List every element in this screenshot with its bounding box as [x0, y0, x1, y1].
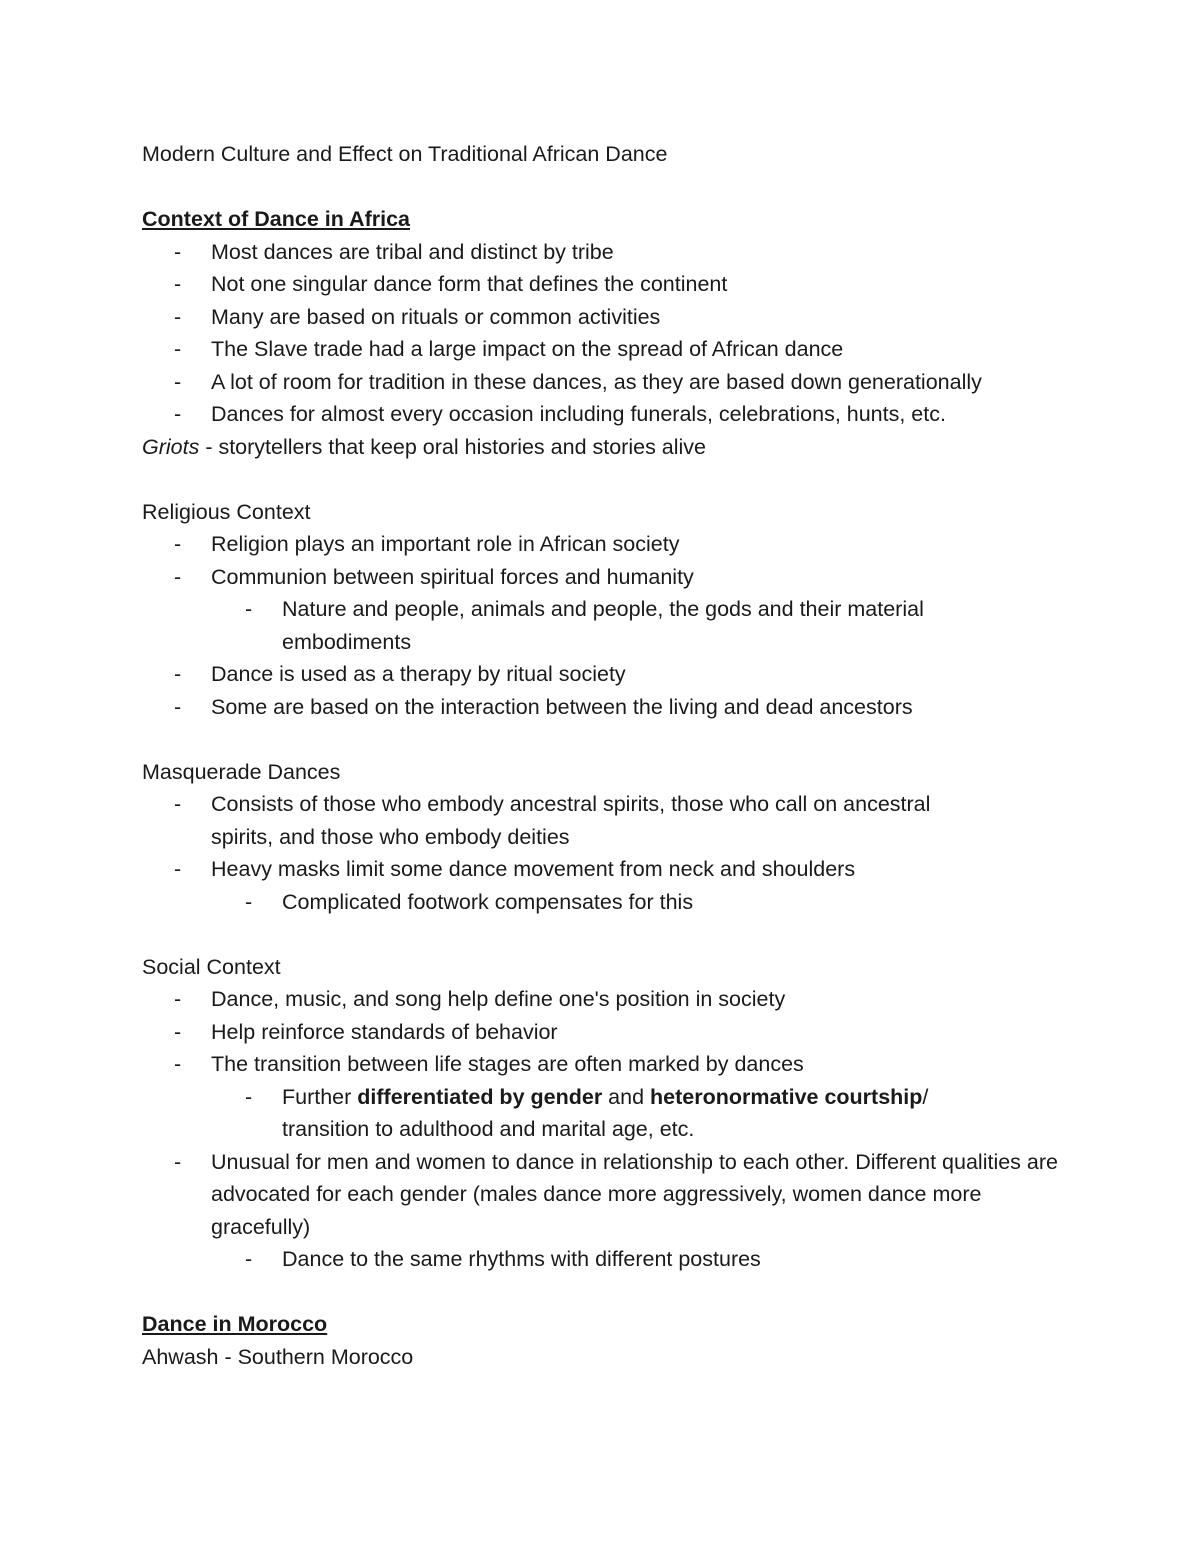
heading-morocco: Dance in Morocco: [142, 1312, 328, 1336]
document-page: [142, 138, 1102, 1373]
list-item: - Some are based on the interaction between the living and dead ancestors: [174, 694, 913, 719]
heading-religious: Religious Context: [142, 499, 311, 524]
list-item: - Further differentiated by gender and heteronormative courtship/ transition to adulthood and marital age, etc.: [245, 1084, 929, 1141]
heading-context: Context of Dance in Africa: [142, 207, 410, 231]
list-item: - Complicated footwork compensates for this: [245, 889, 694, 914]
list-item: - The transition between life stages are often marked by dances: [174, 1052, 804, 1076]
list-item: - Religion plays an important role in African society: [174, 532, 680, 556]
list-item: - Most dances are tribal and distinct by tribe: [174, 239, 614, 264]
list-item: - A lot of room for tradition in these dances, as they are based down generationally: [174, 369, 982, 394]
list-item: - Nature and people, animals and people, the gods and their material embodiments: [245, 597, 924, 654]
list-item: - Heavy masks limit some dance movement from neck and shoulders: [174, 857, 856, 881]
list-item: - Dance to the same rhythms with different postures: [245, 1247, 761, 1271]
list-item: - Dance, music, and song help define one's position in society: [174, 987, 786, 1011]
griots-term: Griots: [142, 434, 200, 459]
heading-social: Social Context: [142, 954, 281, 979]
list-item: - Help reinforce standards of behavior: [174, 1019, 558, 1044]
list-item: - Consists of those who embody ancestral spirits, those who call on ancestral spirits, and those who embody deities: [174, 792, 931, 849]
list-item: - Dances for almost every occasion including funerals, celebrations, hunts, etc.: [174, 402, 946, 426]
griots-definition: Griots - storytellers that keep oral histories and stories alive: [142, 434, 707, 459]
list-item: - Many are based on rituals or common activities: [174, 304, 661, 329]
heading-masquerade: Masquerade Dances: [142, 759, 341, 784]
list-item: - Not one singular dance form that defines the continent: [174, 272, 728, 296]
list-item: - The Slave trade had a large impact on the spread of African dance: [174, 337, 844, 361]
morocco-line: Ahwash - Southern Morocco: [142, 1344, 414, 1369]
document-title: Modern Culture and Effect on Traditional African Dance: [142, 142, 668, 166]
list-item: - Communion between spiritual forces and humanity: [174, 564, 694, 589]
list-item: - Dance is used as a therapy by ritual society: [174, 662, 626, 686]
list-item: - Unusual for men and women to dance in relationship to each other. Different qualities are advocated for each gender (males dance more aggressively, women dance more gracefully): [174, 1149, 1058, 1239]
